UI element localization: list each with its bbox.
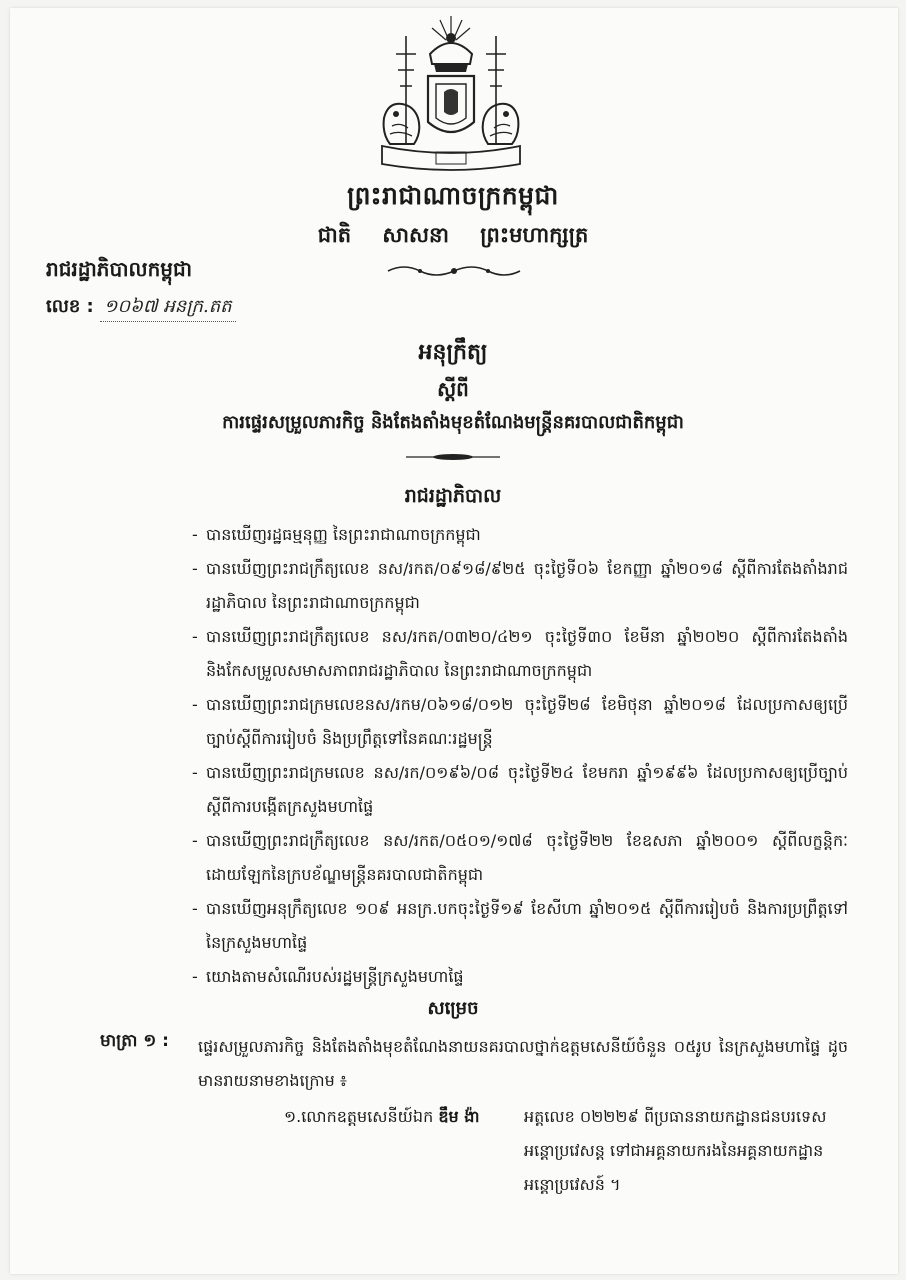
- kingdom-name: ព្រះរាជាណាចក្រកម្ពុជា: [347, 181, 559, 210]
- issuing-authority: រាជរដ្ឋាភិបាលកម្ពុជា: [46, 257, 192, 281]
- article-1-label: មាត្រា ១ :: [100, 1031, 169, 1051]
- document-subject: ការផ្ទេរសម្រួលភារកិច្ច និងតែងតាំងមុខតំណែងមន្ត្រីនគរបាលជាតិកម្ពុជា: [222, 412, 684, 433]
- title-divider-icon: [406, 451, 500, 463]
- consideration-item: - បានឃើញរដ្ឋធម្មនុញ្ញ នៃព្រះរាជាណាចក្រកម្ពុជា: [192, 518, 848, 552]
- consideration-item: - បានឃើញអនុក្រឹត្យលេខ ១០៩ អនក្រ.បកចុះថ្ងៃទី១៩ ខែសីហា ឆ្នាំ២០១៥ ស្តីពីការរៀបចំ និងការប្រព្រឹត្តទៅនៃក្រសួងមហាផ្ទៃ: [192, 892, 848, 960]
- consideration-item: - បានឃើញព្រះរាជក្រឹត្យលេខ នស/រកត/០៥០១/១៧៨ ចុះថ្ងៃទី២២ ខែឧសភា ឆ្នាំ២០០១ ស្តីពីលក្ខន្តិកៈដោយឡែកនៃក្របខ័ណ្ឌមន្ត្រីនគរបាលជាតិកម្ពុជា: [192, 824, 848, 892]
- consideration-item: - បានឃើញព្រះរាជក្រមលេខ នស/រក/០១៩៦/០៨ ចុះថ្ងៃទី២៤ ខែមករា ឆ្នាំ១៩៩៦ ដែលប្រកាសឲ្យប្រើច្បាប់ ស្តីពីការបង្កើតក្រសួងមហាផ្ទៃ: [192, 756, 848, 824]
- about-label: ស្តីពី: [437, 377, 469, 401]
- ornament-divider-icon: [384, 263, 524, 279]
- consideration-item: - បានឃើញព្រះរាជក្រមលេខនស/រកម/០៦១៨/០១២ ចុះថ្ងៃទី២៨ ខែមិថុនា ឆ្នាំ២០១៨ ដែលប្រកាសឲ្យប្រើច្បាប់ស្តីពីការរៀបចំ និងប្រព្រឹត្តទៅនៃគណៈរដ្ឋមន្ត្រី: [192, 688, 848, 756]
- royal-coat-of-arms-icon: [378, 14, 524, 176]
- consideration-item: - បានឃើញព្រះរាជក្រឹត្យលេខ នស/រកត/០៩១៨/៩២៥ ចុះថ្ងៃទី០៦ ខែកញ្ញា ឆ្នាំ២០១៨ ស្តីពីការតែងតាំងរាជរដ្ឋាភិបាល នៃព្រះរាជាណាចក្រកម្ពុជា: [192, 552, 848, 620]
- appointee-1-title: ១.លោកឧត្តមសេនីយ៍ឯក: [284, 1107, 434, 1126]
- document-type: អនុក្រឹត្យ: [418, 340, 488, 365]
- appointee-1-detail: អត្តលេខ ០២២២៩ ពីប្រធាននាយកដ្ឋានជនបរទេសអន្តោប្រវេសន្ត ទៅជាអគ្គនាយករងនៃអគ្គនាយកដ្ឋានអន្តោប្រវេសន៍ ។: [524, 1107, 827, 1194]
- appointee-1: [284, 1100, 479, 1134]
- appointee-1-name: ឌឹម ង៉ា: [438, 1107, 480, 1126]
- reference-number-value: ១០៦៧ អនក្រ.តត: [100, 294, 236, 322]
- government-heading: រាជរដ្ឋាភិបាល: [404, 485, 502, 507]
- consideration-item: - បានឃើញព្រះរាជក្រឹត្យលេខ នស/រកត/០៣២០/៤២១ ចុះថ្ងៃទី៣០ ខែមីនា ឆ្នាំ២០២០ ស្តីពីការតែងតាំង និងកែសម្រួលសមាសភាពរាជរដ្ឋាភិបាល នៃព្រះរាជាណាចក្រកម្ពុជា: [192, 620, 848, 688]
- reference-number-label: លេខ :: [46, 296, 94, 317]
- considerations-list: [192, 518, 848, 994]
- national-motto: ជាតិ សាសនា ព្រះមហាក្សត្រ: [317, 223, 589, 247]
- article-1-text: ផ្ទេរសម្រួលភារកិច្ច និងតែងតាំងមុខតំណែងនាយនគរបាលថ្នាក់ឧត្តមសេនីយ៍ចំនួន ០៥រូប នៃក្រសួងមហាផ្ទៃ ដូចមានរាយនាមខាងក្រោម ៖: [198, 1037, 848, 1090]
- reference-number: [46, 294, 236, 322]
- decision-heading: សម្រេច: [427, 998, 479, 1019]
- consideration-item: - យោងតាមសំណើរបស់រដ្ឋមន្ត្រីក្រសួងមហាផ្ទៃ: [192, 960, 848, 994]
